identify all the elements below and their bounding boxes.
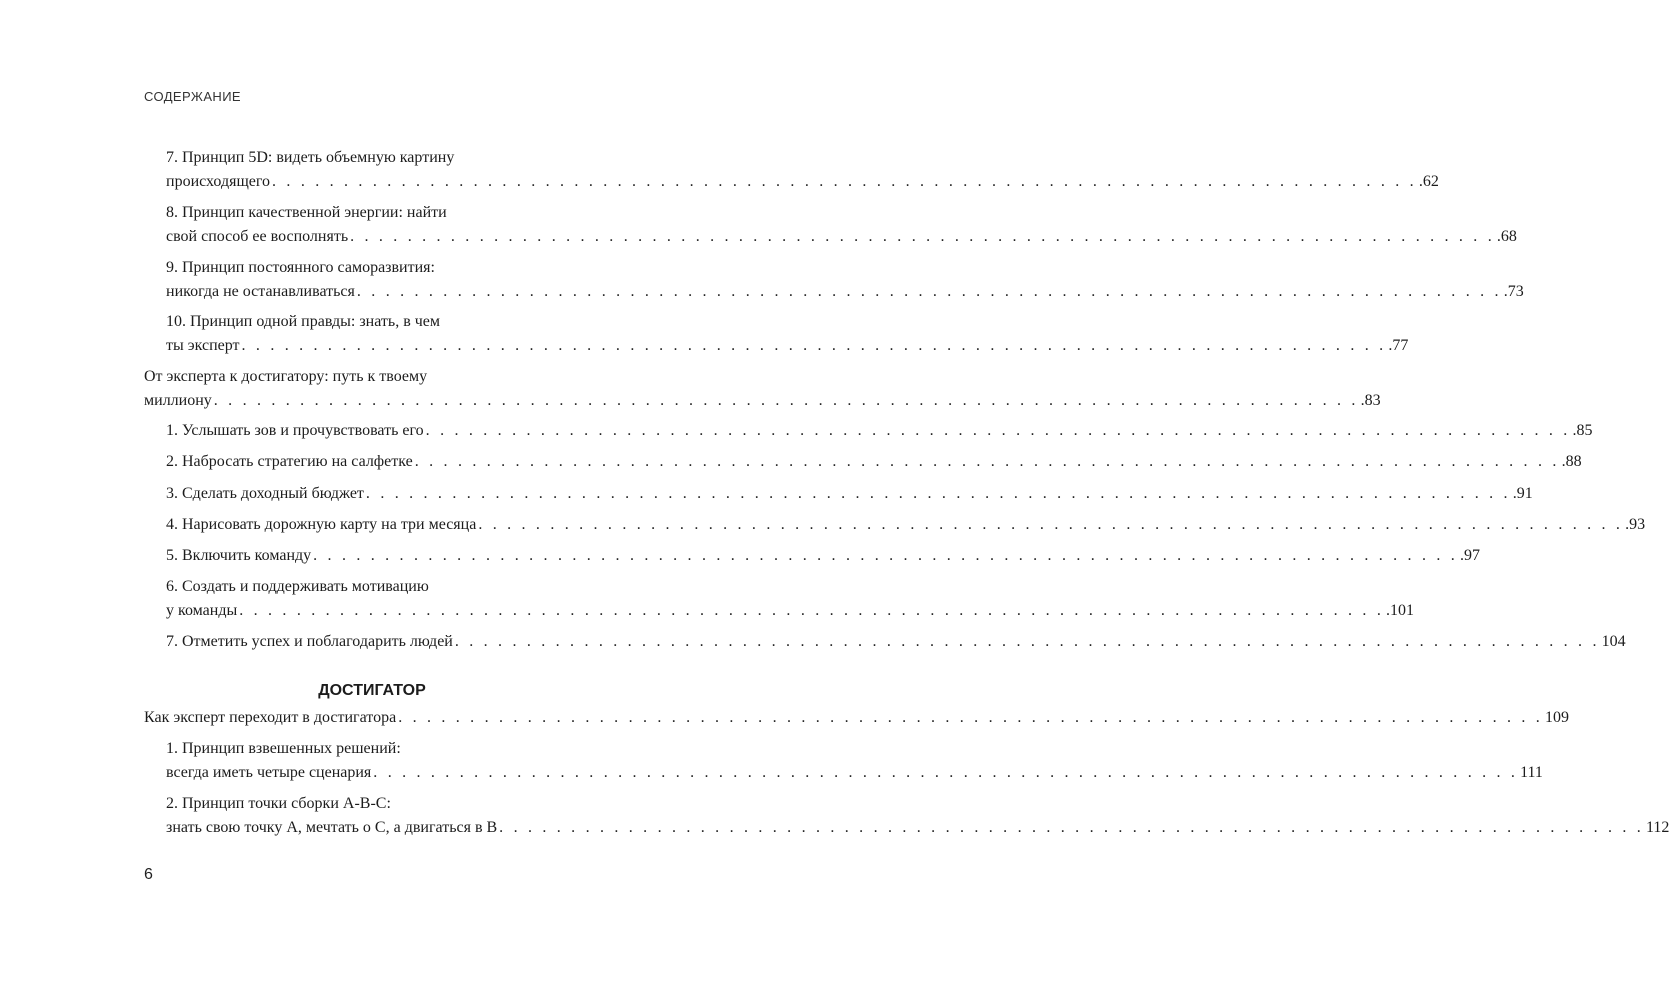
toc-entry-title-end: у команды	[166, 602, 238, 619]
toc-entry-title: 1. Принцип взвешенных решений:	[166, 740, 401, 757]
dot-leader: . . . . . . . . . . . . . . . . . . . . . . . . . . . . . . . . . . . . . . . . . . . . . . . . . . . . . . . . . . . . . . . . . . . . . . . . . . . . . . . .	[398, 709, 1543, 726]
toc-entry-title: 2. Набросать стратегию на салфетке	[166, 453, 413, 470]
dot-leader: . . . . . . . . . . . . . . . . . . . . . . . . . . . . . . . . . . . . . . . . . . . . . . . . . . . . . . . . . . . . . . . . . . . . . . . . . . . . . . . .	[478, 516, 1624, 533]
dot-leader: . . . . . . . . . . . . . . . . . . . . . . . . . . . . . . . . . . . . . . . . . . . . . . . . . . . . . . . . . . . . . . . . . . . . . . . . . . . . . . . .	[365, 485, 1511, 502]
dot-leader: . . . . . . . . . . . . . . . . . . . . . . . . . . . . . . . . . . . . . . . . . . . . . . . . . . . . . . . . . . . . . . . . . . . . . . . . . . . . . . . .	[272, 173, 1417, 190]
toc-entry-title: 1. Услышать зов и прочувствовать его	[166, 422, 424, 439]
dot-leader: . . . . . . . . . . . . . . . . . . . . . . . . . . . . . . . . . . . . . . . . . . . . . . . . . . . . . . . . . . . . . . . . . . . . . . . . . . . . . . . .	[414, 453, 1560, 470]
dot-leader: . . . . . . . . . . . . . . . . . . . . . . . . . . . . . . . . . . . . . . . . . . . . . . . . . . . . . . . . . . . . . . . . . . . . . . . . . . . . . . . .	[373, 764, 1519, 781]
toc-entry-title: 4. Нарисовать дорожную карту на три месяца	[166, 516, 477, 533]
toc-page-number: .73	[1503, 283, 1524, 300]
toc-entry-title-end: никогда не останавливаться	[166, 283, 355, 300]
toc-entry-title: От эксперта к достигатору: путь к твоему	[144, 368, 428, 385]
toc-entry	[166, 737, 1543, 785]
dot-leader: . . . . . . . . . . . . . . . . . . . . . . . . . . . . . . . . . . . . . . . . . . . . . . . . . . . . . . . . . . . . . . . . . . . . . . . . . . . . . . . .	[213, 392, 1359, 409]
toc-entry	[166, 630, 1626, 654]
toc-entry	[166, 544, 1480, 568]
toc-entry	[166, 575, 1415, 623]
toc-entry	[166, 792, 1669, 840]
toc-entry-title: Как эксперт переходит в достигатора	[144, 709, 397, 726]
toc-page-number: .62	[1418, 173, 1439, 190]
toc-entry-title-end: всегда иметь четыре сценария	[166, 764, 372, 781]
toc-entry-title: 7. Отметить успех и поблагодарить людей	[166, 633, 453, 650]
toc-page-number: .83	[1360, 392, 1381, 409]
toc-entry	[166, 513, 1646, 537]
toc-page-number: .85	[1572, 422, 1593, 439]
toc-page-number: .88	[1561, 453, 1582, 470]
toc-page-number: 112	[1645, 819, 1669, 836]
toc-entry-title: 2. Принцип точки сборки А-В-С:	[166, 795, 391, 812]
toc-entry	[166, 146, 1439, 194]
dot-leader: . . . . . . . . . . . . . . . . . . . . . . . . . . . . . . . . . . . . . . . . . . . . . . . . . . . . . . . . . . . . . . . . . . . . . . . . . . . . . . . .	[239, 602, 1385, 619]
dot-leader: . . . . . . . . . . . . . . . . . . . . . . . . . . . . . . . . . . . . . . . . . . . . . . . . . . . . . . . . . . . . . . . . . . . . . . . . . . . . . . . .	[499, 819, 1644, 836]
toc-page-number: .91	[1512, 485, 1533, 502]
toc-entry-title-end: ты эксперт	[166, 337, 240, 354]
toc-entry-title-end: миллиону	[144, 392, 212, 409]
toc-chapter-entry	[144, 706, 1569, 730]
toc-entry	[166, 310, 1409, 358]
dot-leader: . . . . . . . . . . . . . . . . . . . . . . . . . . . . . . . . . . . . . . . . . . . . . . . . . . . . . . . . . . . . . . . . . . . . . . . . . . . . . . . .	[313, 547, 1458, 564]
running-head: СОДЕРЖАНИЕ	[144, 89, 242, 104]
dot-leader: . . . . . . . . . . . . . . . . . . . . . . . . . . . . . . . . . . . . . . . . . . . . . . . . . . . . . . . . . . . . . . . . . . . . . . . . . . . . . . . .	[350, 228, 1495, 245]
toc-page-number: 104	[1601, 633, 1626, 650]
toc-chapter-entry	[144, 365, 1381, 413]
toc-entry	[166, 450, 1582, 474]
toc-entry-title-end: свой способ ее восполнять	[166, 228, 349, 245]
toc-entry-title: 10. Принцип одной правды: знать, в чем	[166, 313, 441, 330]
toc-entry	[166, 201, 1517, 249]
toc-page-number: .101	[1386, 602, 1415, 619]
toc-entry-title: 5. Включить команду	[166, 547, 312, 564]
toc-page-number: .77	[1388, 337, 1409, 354]
toc-entry-title: 3. Сделать доходный бюджет	[166, 485, 364, 502]
toc-page-number: .93	[1625, 516, 1646, 533]
toc-page-number: 109	[1545, 709, 1569, 726]
toc-entry-title-end: происходящего	[166, 173, 271, 190]
toc-page-number: 111	[1520, 764, 1543, 781]
toc-entry-title: 8. Принцип качественной энергии: найти	[166, 204, 447, 221]
toc-entry	[166, 419, 1593, 443]
toc-entry	[166, 482, 1533, 506]
toc-entry-title: 6. Создать и поддерживать мотивацию	[166, 578, 429, 595]
dot-leader: . . . . . . . . . . . . . . . . . . . . . . . . . . . . . . . . . . . . . . . . . . . . . . . . . . . . . . . . . . . . . . . . . . . . . . . . . . . . . . . .	[356, 283, 1502, 300]
page-number: 6	[144, 866, 153, 883]
section-title: ДОСТИГАТОР	[318, 682, 426, 699]
toc-page-number: .68	[1496, 228, 1517, 245]
dot-leader: . . . . . . . . . . . . . . . . . . . . . . . . . . . . . . . . . . . . . . . . . . . . . . . . . . . . . . . . . . . . . . . . . . . . . . . . . . . . . . . .	[241, 337, 1387, 354]
toc-entry-title: 7. Принцип 5D: видеть объемную картину	[166, 149, 455, 166]
toc-entry	[166, 256, 1524, 304]
dot-leader: . . . . . . . . . . . . . . . . . . . . . . . . . . . . . . . . . . . . . . . . . . . . . . . . . . . . . . . . . . . . . . . . . . . . . . . . . . . . . . . .	[454, 633, 1600, 650]
dot-leader: . . . . . . . . . . . . . . . . . . . . . . . . . . . . . . . . . . . . . . . . . . . . . . . . . . . . . . . . . . . . . . . . . . . . . . . . . . . . . . . .	[425, 422, 1571, 439]
toc-entry-title-end: знать свою точку А, мечтать о С, а двигаться в В	[166, 819, 498, 836]
toc-page-number: .97	[1459, 547, 1480, 564]
toc-entry-title: 9. Принцип постоянного саморазвития:	[166, 259, 435, 276]
